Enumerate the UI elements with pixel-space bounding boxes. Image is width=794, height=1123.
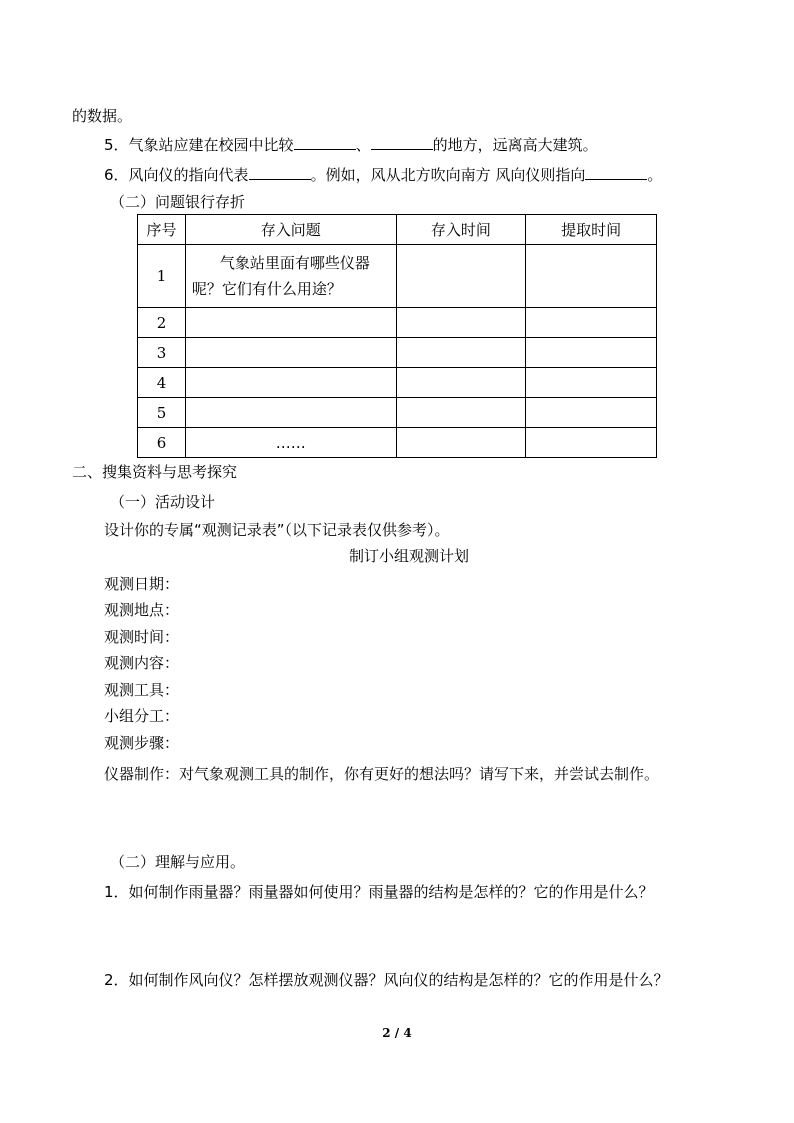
page-number: 2 / 4 [382, 1026, 412, 1040]
answer-blank[interactable] [294, 135, 356, 150]
table-header-row [138, 215, 657, 245]
column-header-question: 存入问题 [185, 215, 396, 245]
plan-item[interactable]: 小组分工： [104, 707, 180, 725]
table-row [138, 368, 657, 398]
deposit-time-cell[interactable] [396, 398, 526, 428]
deposit-time-cell[interactable] [396, 368, 526, 398]
question-bank-table [137, 214, 657, 458]
table-row [138, 245, 657, 308]
question-line: 气象站里面有哪些仪器 [219, 254, 370, 272]
withdraw-time-cell[interactable] [526, 308, 657, 338]
withdraw-time-cell[interactable] [526, 428, 657, 458]
question-line: 呢？它们有什么用途？ [191, 280, 342, 298]
question-5 [104, 135, 598, 155]
column-header-withdraw-time: 提取时间 [526, 215, 657, 245]
apply-question-1: 1．如何制作雨量器？雨量器如何使用？雨量器的结构是怎样的？它的作用是什么？ [104, 883, 654, 901]
question-6-text-start: 风向仪的指向代表 [128, 166, 249, 184]
answer-blank[interactable] [585, 165, 647, 180]
deposit-time-cell[interactable] [396, 245, 526, 308]
continuation-text: 的数据。 [72, 107, 133, 125]
question-5-text-start: 气象站应建在校园中比较 [128, 136, 294, 154]
question-cell[interactable] [185, 308, 396, 338]
column-header-number: 序号 [138, 215, 186, 245]
activity-description: 设计你的专属“观测记录表”（以下记录表仅供参考）。 [104, 521, 450, 539]
plan-item[interactable]: 观测日期： [104, 575, 180, 593]
row-number: 1 [138, 245, 186, 308]
question-5-separator: 、 [355, 136, 371, 154]
question-cell[interactable] [185, 338, 396, 368]
table-row [138, 398, 657, 428]
table-row [138, 308, 657, 338]
row-number: 4 [138, 368, 186, 398]
section-question-bank-title: （二）问题银行存折 [110, 193, 246, 211]
plan-item[interactable]: 观测内容： [104, 654, 180, 672]
question-5-text-end: 的地方，远离高大建筑。 [432, 136, 598, 154]
understanding-application-title: （二）理解与应用。 [110, 853, 246, 871]
row-number: 5 [138, 398, 186, 428]
table-row [138, 338, 657, 368]
apply-question-2: 2．如何制作风向仪？怎样摆放观测仪器？风向仪的结构是怎样的？它的作用是什么？ [104, 971, 669, 989]
deposit-time-cell[interactable] [396, 308, 526, 338]
column-header-deposit-time: 存入时间 [396, 215, 526, 245]
question-cell[interactable] [185, 245, 396, 308]
answer-blank[interactable] [371, 135, 433, 150]
row-number: 6 [138, 428, 186, 458]
plan-item[interactable]: 观测时间： [104, 628, 180, 646]
withdraw-time-cell[interactable] [526, 338, 657, 368]
deposit-time-cell[interactable] [396, 428, 526, 458]
answer-blank[interactable] [249, 165, 311, 180]
plan-item[interactable]: 观测步骤： [104, 734, 180, 752]
instrument-making-text: 仪器制作：对气象观测工具的制作，你有更好的想法吗？请写下来，并尝试去制作。 [104, 765, 660, 783]
question-6-text-end: 。 [647, 166, 663, 184]
question-6-text-middle: 。例如，风从北方吹向南方 风向仪则指向 [310, 166, 586, 184]
section-2-title: 二、搜集资料与思考探究 [72, 463, 238, 481]
withdraw-time-cell[interactable] [526, 368, 657, 398]
plan-item[interactable]: 观测地点： [104, 601, 180, 619]
question-cell[interactable] [185, 398, 396, 428]
question-5-number: 5． [104, 136, 129, 154]
withdraw-time-cell[interactable] [526, 245, 657, 308]
question-cell[interactable]: …… [185, 428, 396, 458]
question-cell[interactable] [185, 368, 396, 398]
row-number: 2 [138, 308, 186, 338]
row-number: 3 [138, 338, 186, 368]
plan-item[interactable]: 观测工具： [104, 681, 180, 699]
withdraw-time-cell[interactable] [526, 398, 657, 428]
activity-design-title: （一）活动设计 [110, 493, 216, 511]
plan-title: 制订小组观测计划 [349, 547, 470, 565]
table-row [138, 428, 657, 458]
question-6-number: 6． [104, 166, 129, 184]
question-6 [104, 165, 662, 185]
deposit-time-cell[interactable] [396, 338, 526, 368]
